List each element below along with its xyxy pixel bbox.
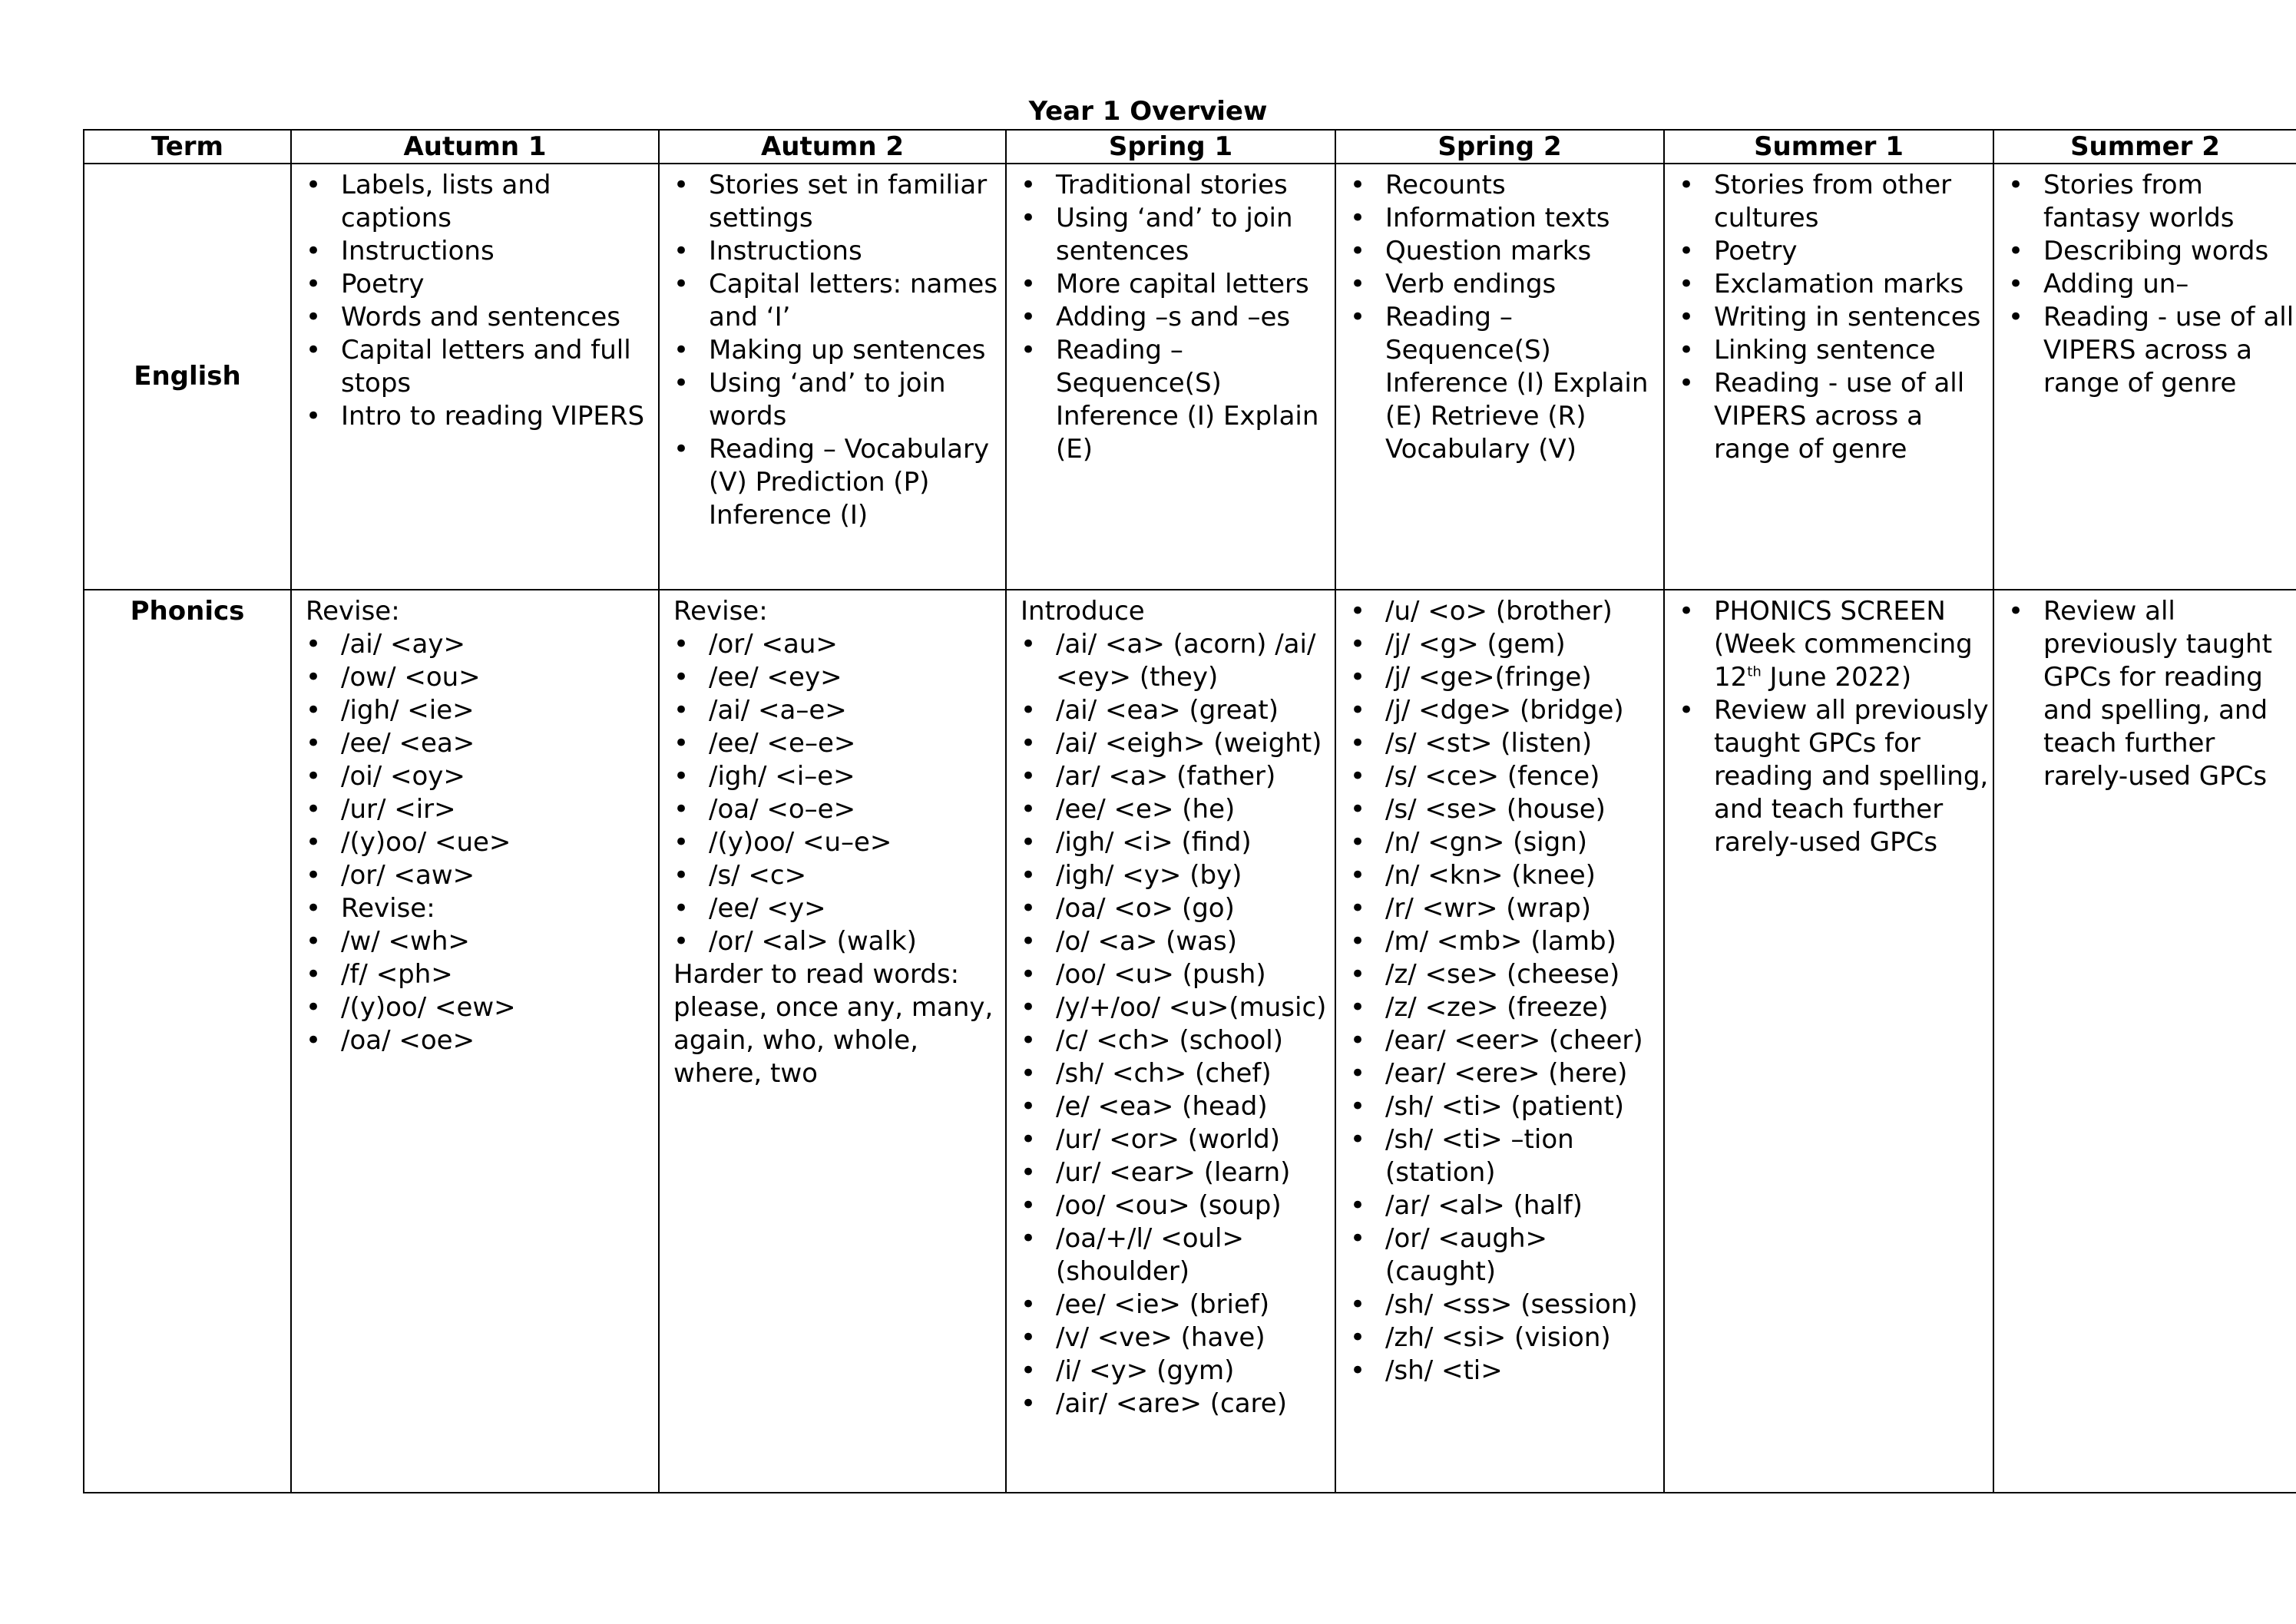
english-label: English bbox=[84, 164, 291, 590]
english-summer-2-list bbox=[2008, 169, 2296, 400]
list-item: • /s/ <se> (house) bbox=[1350, 793, 1663, 826]
list-item: • /z/ <se> (cheese) bbox=[1350, 958, 1663, 991]
phonics-autumn-2-outro: Harder to read words: please, once any, many, again, who, whole, where, two bbox=[673, 959, 994, 1089]
list-item: • /o/ <a> (was) bbox=[1021, 925, 1335, 958]
list-item: • /oa/ <o> (go) bbox=[1021, 892, 1335, 925]
header-autumn-1: Autumn 1 bbox=[291, 130, 659, 164]
list-item: • Review all previously taught GPCs for reading and spelling, and teach further rarely-used GPCs bbox=[2008, 595, 2296, 793]
list-item: • /ear/ <ere> (here) bbox=[1350, 1057, 1663, 1090]
list-item: • Reading – Sequence(S) Inference (I) Explain (E) bbox=[1021, 334, 1335, 466]
list-item: • /n/ <gn> (sign) bbox=[1350, 826, 1663, 859]
list-item: • Stories set in familiar settings bbox=[673, 169, 1005, 235]
header-row bbox=[84, 130, 2296, 164]
list-item: • Verb endings bbox=[1350, 268, 1663, 301]
list-item: • /ai/ <eigh> (weight) bbox=[1021, 727, 1335, 760]
list-item: • /sh/ <ch> (chef) bbox=[1021, 1057, 1335, 1090]
list-item: • /ur/ <ir> bbox=[306, 793, 658, 826]
list-item: • /igh/ <y> (by) bbox=[1021, 859, 1335, 892]
list-item: • /oa/ <oe> bbox=[306, 1024, 658, 1057]
phonics-spring-1-list bbox=[1021, 628, 1335, 1421]
list-item: • Describing words bbox=[2008, 235, 2296, 268]
phonics-label: Phonics bbox=[84, 590, 291, 1493]
header-summer-1: Summer 1 bbox=[1664, 130, 1993, 164]
list-item: • /j/ <dge> (bridge) bbox=[1350, 694, 1663, 727]
list-item bbox=[1679, 595, 1993, 694]
list-item: • /ee/ <ie> (brief) bbox=[1021, 1288, 1335, 1321]
phonics-spring-2-list bbox=[1350, 595, 1663, 1388]
list-item: • /sh/ <ti> bbox=[1350, 1354, 1663, 1388]
phonics-screen-date: June 2022) bbox=[1761, 662, 1912, 693]
english-spring-1-list bbox=[1021, 169, 1335, 466]
phonics-summer-1 bbox=[1664, 590, 1993, 1493]
list-item: • /(y)oo/ <ew> bbox=[306, 991, 658, 1024]
list-item: • /y/+/oo/ <u>(music) bbox=[1021, 991, 1335, 1024]
phonics-summer-2-list bbox=[2008, 595, 2296, 793]
header-term: Term bbox=[84, 130, 291, 164]
list-item: • /sh/ <ti> (patient) bbox=[1350, 1090, 1663, 1123]
list-item: • Using ‘and’ to join words bbox=[673, 367, 1005, 433]
list-item: • Reading – Sequence(S) Inference (I) Explain (E) Retrieve (R) Vocabulary (V) bbox=[1350, 301, 1663, 466]
list-item: • /f/ <ph> bbox=[306, 958, 658, 991]
list-item: • /ur/ <ear> (learn) bbox=[1021, 1156, 1335, 1189]
phonics-screen-sup: th bbox=[1747, 663, 1762, 680]
list-item: • /s/ <c> bbox=[673, 859, 1005, 892]
list-item: • /c/ <ch> (school) bbox=[1021, 1024, 1335, 1057]
list-item: • /i/ <y> (gym) bbox=[1021, 1354, 1335, 1388]
list-item: • /zh/ <si> (vision) bbox=[1350, 1321, 1663, 1354]
list-item: • /z/ <ze> (freeze) bbox=[1350, 991, 1663, 1024]
phonics-spring-1-intro: Introduce bbox=[1021, 596, 1145, 627]
list-item: • Exclamation marks bbox=[1679, 268, 1993, 301]
list-item: • /or/ <aw> bbox=[306, 859, 658, 892]
english-autumn-2-list bbox=[673, 169, 1005, 532]
list-item: • /(y)oo/ <u–e> bbox=[673, 826, 1005, 859]
list-item: • /ur/ <or> (world) bbox=[1021, 1123, 1335, 1156]
list-item: • Using ‘and’ to join sentences bbox=[1021, 202, 1335, 268]
list-item: • Poetry bbox=[1679, 235, 1993, 268]
english-autumn-1 bbox=[291, 164, 659, 590]
list-item: • /(y)oo/ <ue> bbox=[306, 826, 658, 859]
phonics-screen-text: PHONICS SCREEN (Week commencing 12 bbox=[1714, 596, 1973, 693]
list-item: • Revise: bbox=[306, 892, 658, 925]
list-item: • /m/ <mb> (lamb) bbox=[1350, 925, 1663, 958]
list-item: • Capital letters and full stops bbox=[306, 334, 658, 400]
english-autumn-2 bbox=[659, 164, 1006, 590]
list-item: • /ai/ <a–e> bbox=[673, 694, 1005, 727]
list-item: • /ai/ <ay> bbox=[306, 628, 658, 661]
english-row bbox=[84, 164, 2296, 590]
header-spring-2: Spring 2 bbox=[1335, 130, 1664, 164]
list-item: • /r/ <wr> (wrap) bbox=[1350, 892, 1663, 925]
list-item: • Linking sentence bbox=[1679, 334, 1993, 367]
overview-table bbox=[83, 129, 2296, 1493]
list-item: • Information texts bbox=[1350, 202, 1663, 235]
list-item: • Capital letters: names and ‘I’ bbox=[673, 268, 1005, 334]
phonics-autumn-2 bbox=[659, 590, 1006, 1493]
list-item: • /n/ <kn> (knee) bbox=[1350, 859, 1663, 892]
header-spring-1: Spring 1 bbox=[1006, 130, 1335, 164]
list-item: • /sh/ <ti> –tion (station) bbox=[1350, 1123, 1663, 1189]
list-item: • Reading - use of all VIPERS across a range of genre bbox=[2008, 301, 2296, 400]
list-item: • /j/ <ge>(fringe) bbox=[1350, 661, 1663, 694]
list-item: • Poetry bbox=[306, 268, 658, 301]
header-autumn-2: Autumn 2 bbox=[659, 130, 1006, 164]
list-item: • /ear/ <eer> (cheer) bbox=[1350, 1024, 1663, 1057]
english-summer-1 bbox=[1664, 164, 1993, 590]
phonics-summer-1-list bbox=[1679, 595, 1993, 859]
list-item: • /ow/ <ou> bbox=[306, 661, 658, 694]
list-item: • Traditional stories bbox=[1021, 169, 1335, 202]
list-item: • Instructions bbox=[673, 235, 1005, 268]
list-item: • /e/ <ea> (head) bbox=[1021, 1090, 1335, 1123]
list-item: • More capital letters bbox=[1021, 268, 1335, 301]
list-item: • /v/ <ve> (have) bbox=[1021, 1321, 1335, 1354]
list-item: • /oo/ <ou> (soup) bbox=[1021, 1189, 1335, 1222]
english-spring-1 bbox=[1006, 164, 1335, 590]
list-item: • Reading - use of all VIPERS across a range of genre bbox=[1679, 367, 1993, 466]
english-autumn-1-list bbox=[306, 169, 658, 433]
list-item: • /oa/ <o–e> bbox=[673, 793, 1005, 826]
header-summer-2: Summer 2 bbox=[1993, 130, 2296, 164]
list-item: • /ee/ <ey> bbox=[673, 661, 1005, 694]
phonics-spring-2 bbox=[1335, 590, 1664, 1493]
list-item: • /igh/ <i–e> bbox=[673, 760, 1005, 793]
list-item: • Words and sentences bbox=[306, 301, 658, 334]
page-title: Year 1 Overview bbox=[1028, 96, 1268, 127]
list-item: • /sh/ <ss> (session) bbox=[1350, 1288, 1663, 1321]
list-item: • /s/ <st> (listen) bbox=[1350, 727, 1663, 760]
list-item: • Adding –s and –es bbox=[1021, 301, 1335, 334]
list-item: • Question marks bbox=[1350, 235, 1663, 268]
list-item: • /air/ <are> (care) bbox=[1021, 1388, 1335, 1421]
list-item: • Making up sentences bbox=[673, 334, 1005, 367]
list-item: • /ee/ <e–e> bbox=[673, 727, 1005, 760]
english-spring-2-list bbox=[1350, 169, 1663, 466]
list-item: • /ee/ <e> (he) bbox=[1021, 793, 1335, 826]
list-item: • Review all previously taught GPCs for reading and spelling, and teach further rarely-used GPCs bbox=[1679, 694, 1993, 859]
phonics-spring-1 bbox=[1006, 590, 1335, 1493]
english-spring-2 bbox=[1335, 164, 1664, 590]
list-item: • Instructions bbox=[306, 235, 658, 268]
english-summer-1-list bbox=[1679, 169, 1993, 466]
list-item: • /ee/ <y> bbox=[673, 892, 1005, 925]
list-item: • Intro to reading VIPERS bbox=[306, 400, 658, 433]
phonics-summer-2 bbox=[1993, 590, 2296, 1493]
list-item: • /s/ <ce> (fence) bbox=[1350, 760, 1663, 793]
list-item: • /ar/ <al> (half) bbox=[1350, 1189, 1663, 1222]
list-item: • /oi/ <oy> bbox=[306, 760, 658, 793]
english-summer-2 bbox=[1993, 164, 2296, 590]
list-item: • Writing in sentences bbox=[1679, 301, 1993, 334]
list-item: • /ai/ <a> (acorn) /ai/ <ey> (they) bbox=[1021, 628, 1335, 694]
list-item: • Stories from other cultures bbox=[1679, 169, 1993, 235]
list-item: • /or/ <augh> (caught) bbox=[1350, 1222, 1663, 1288]
list-item: • /igh/ <ie> bbox=[306, 694, 658, 727]
list-item: • Reading – Vocabulary (V) Prediction (P) Inference (I) bbox=[673, 433, 1005, 532]
list-item: • /ai/ <ea> (great) bbox=[1021, 694, 1335, 727]
phonics-autumn-1 bbox=[291, 590, 659, 1493]
list-item: • Stories from fantasy worlds bbox=[2008, 169, 2296, 235]
phonics-row bbox=[84, 590, 2296, 1493]
list-item: • /u/ <o> (brother) bbox=[1350, 595, 1663, 628]
list-item: • /ee/ <ea> bbox=[306, 727, 658, 760]
list-item: • /or/ <al> (walk) bbox=[673, 925, 1005, 958]
list-item: • /w/ <wh> bbox=[306, 925, 658, 958]
list-item: • Recounts bbox=[1350, 169, 1663, 202]
phonics-autumn-2-list bbox=[673, 628, 1005, 958]
phonics-autumn-1-intro: Revise: bbox=[306, 596, 400, 627]
list-item: • Labels, lists and captions bbox=[306, 169, 658, 235]
list-item: • /or/ <au> bbox=[673, 628, 1005, 661]
list-item: • /igh/ <i> (find) bbox=[1021, 826, 1335, 859]
list-item: • /oo/ <u> (push) bbox=[1021, 958, 1335, 991]
list-item: • /oa/+/l/ <oul> (shoulder) bbox=[1021, 1222, 1335, 1288]
list-item: • /j/ <g> (gem) bbox=[1350, 628, 1663, 661]
phonics-autumn-1-list bbox=[306, 628, 658, 1057]
list-item: • Adding un– bbox=[2008, 268, 2296, 301]
list-item: • /ar/ <a> (father) bbox=[1021, 760, 1335, 793]
phonics-autumn-2-intro: Revise: bbox=[673, 596, 768, 627]
